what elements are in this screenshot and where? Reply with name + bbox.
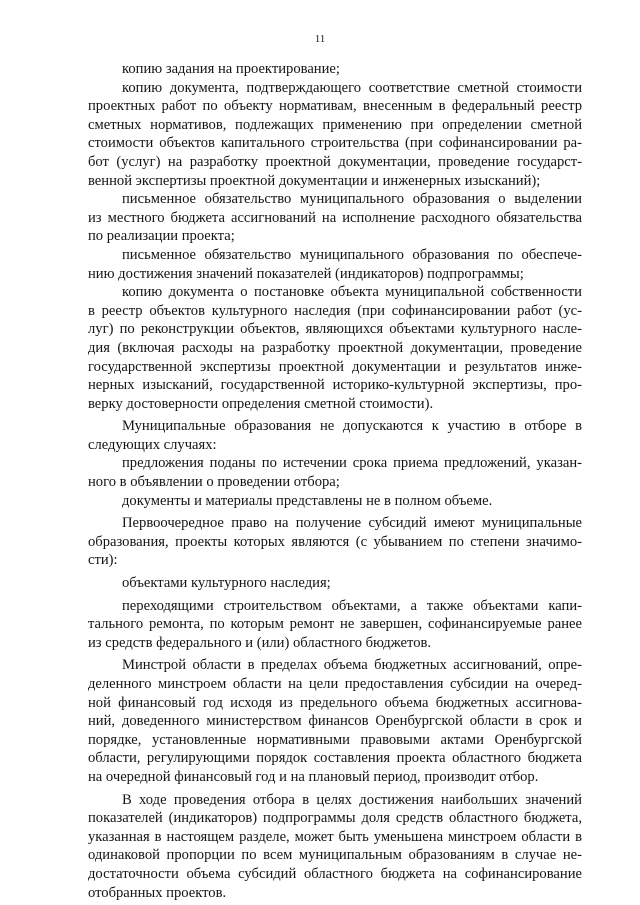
paragraph [88,283,582,413]
text-line: предложения поданы по истечении срока приема предложений, указан- [122,455,582,472]
text-line: на очередной финансовый год и на плановый период, производит отбор. [88,768,539,785]
text-line: Муниципальные образования не допускаются к участию в отборе в [122,418,582,435]
paragraph [88,246,582,283]
text-line: Первоочередное право на получение субсидий имеют муниципальные [122,515,582,532]
text-line: венной экспертизы проектной документации и инженерных изысканий); [88,172,541,189]
paragraph [88,656,582,786]
text-line: стоимости объектов капитального строительства (при софинансировании ра- [88,135,582,152]
paragraph [88,597,582,653]
text-line: переходящими строительством объектами, а также объектами капи- [122,597,582,614]
text-line: проектных работ по объекту нормативам, внесенным в федеральный реестр [88,98,582,115]
document-body [88,60,582,902]
text-line: луг) по реконструкции объектов, являющихся объектами культурного насле- [88,321,582,338]
text-line: образования, проекты которых являются (с убыванием по степени значимо- [88,533,582,550]
paragraph [88,574,582,593]
paragraph [88,492,582,511]
text-line: достаточности объема субсидий областного бюджета на софинансирование [88,865,582,882]
text-line: из средств федерального и (или) областного бюджетов. [88,634,432,651]
paragraph [88,514,582,570]
text-line: копию документа о постановке объекта муниципальной собственности [122,284,582,301]
text-line: из местного бюджета ассигнований на исполнение расходного обязательства [88,209,582,226]
text-line: государственной экспертизы проектной документации и результатов инже- [88,358,582,375]
text-line: нию достижения значений показателей (индикаторов) подпрограммы; [88,265,524,282]
paragraph [88,417,582,454]
text-line: письменное обязательство муниципального образования о выделении [122,191,582,208]
text-line: сти): [88,552,118,569]
text-line: документы и материалы представлены не в полном объеме. [122,492,493,509]
text-line: следующих случаях: [88,436,217,453]
text-line: сметных нормативов, подлежащих применению при определении сметной [88,116,582,133]
text-line: верку достоверности определения сметной стоимости). [88,395,434,412]
page-number: 11 [314,33,326,45]
text-line: в реестр объектов культурного наследия (при софинансировании работ (ус- [88,302,582,319]
text-line: объектами культурного наследия; [122,575,331,592]
text-line: ного в объявлении о проведении отбора; [88,474,340,491]
paragraph [88,79,582,191]
text-line: отобранных проектов. [88,884,227,901]
text-line: В ходе проведения отбора в целях достижения наибольших значений [122,791,582,808]
text-line: порядке, установленные нормативными правовыми актами Оренбургской [88,731,582,748]
text-line: ной финансовый год исходя из предельного объема бюджетных ассигнова- [88,694,582,711]
text-line: показателей (индикаторов) подпрограммы доля средств областного бюджета, [88,810,582,827]
text-line: письменное обязательство муниципального образования по обеспече- [122,246,582,263]
paragraph [88,454,582,491]
text-line: области, регулирующими порядок составления проекта областного бюджета [88,750,582,767]
text-line: деленного минстроем области на цели предоставления субсидии на очеред- [88,676,582,692]
text-line: копию документа, подтверждающего соответствие сметной стоимости [122,79,582,96]
paragraph [88,190,582,246]
text-line: указанная в настоящем разделе, может быть уменьшена минстроем области в [88,828,582,845]
paragraph [88,791,582,903]
text-line: копию задания на проектирование; [122,61,340,77]
text-line: дия (включая расходы на разработку проектной документации, проведение [88,339,582,356]
text-line: тального ремонта, по которым ремонт не завершен, софинансируемые ранее [88,616,582,633]
text-line: одинаковой пропорции по всем муниципальным образованиям в случае не- [88,847,582,864]
paragraph [88,60,582,79]
text-line: по реализации проекта; [88,228,235,245]
text-line: Минстрой области в пределах объема бюджетных ассигнований, опре- [122,657,582,674]
text-line: нерных изысканий, государственной историко-культурной экспертизы, про- [88,377,582,394]
text-line: бот (услуг) на разработку проектной документации, проведение государст- [88,153,582,170]
text-line: ний, доведенного министерством финансов Оренбургской области в срок и [88,713,582,730]
